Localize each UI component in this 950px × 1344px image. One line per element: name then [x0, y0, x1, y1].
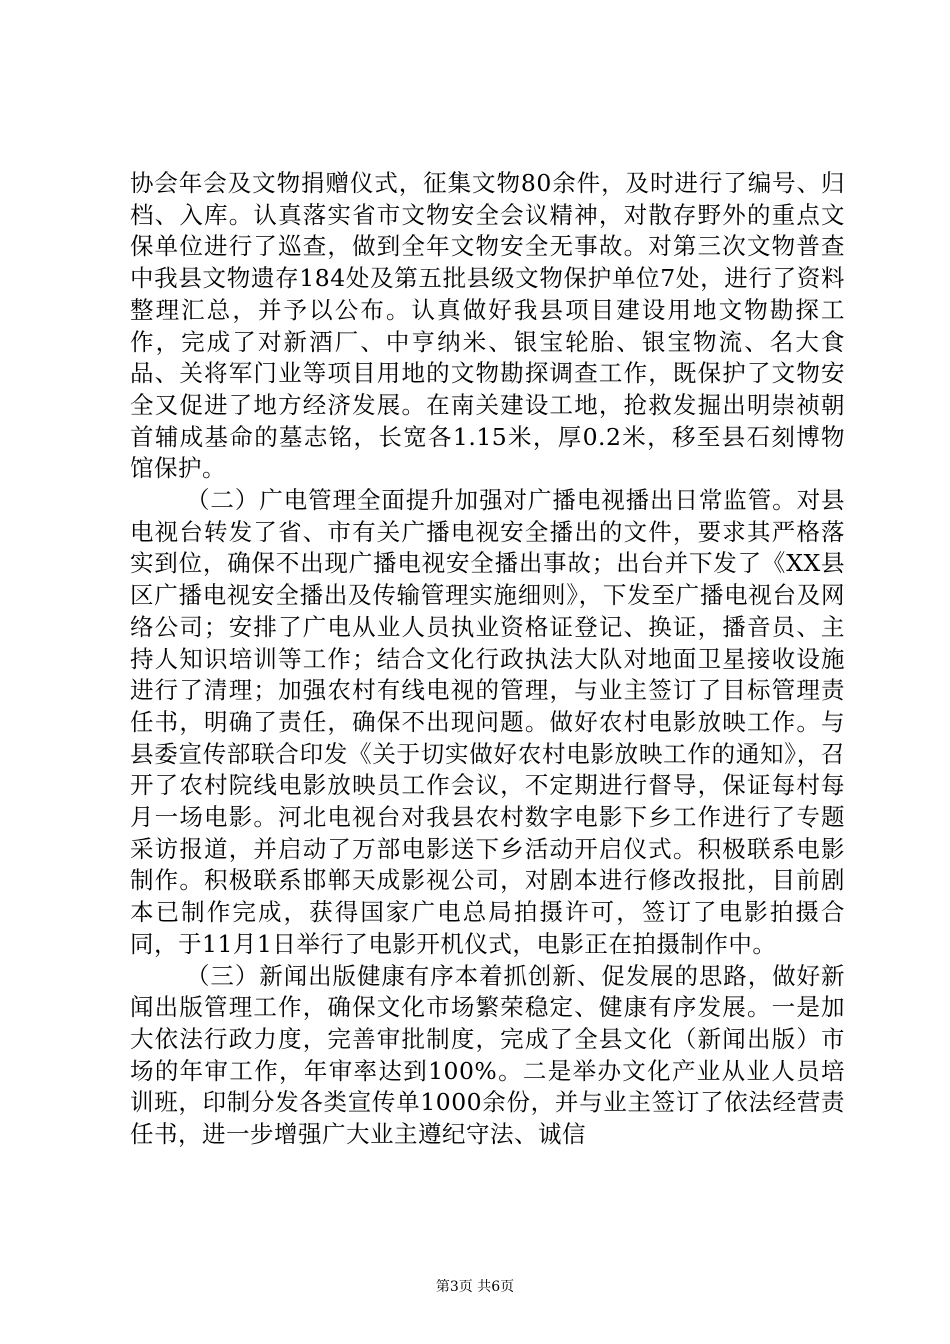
paragraph-cultural-relics: 协会年会及文物捐赠仪式，征集文物80余件，及时进行了编号、归档、入库。认真落实省市文物安全会议精神，对散存野外的重点文保单位进行了巡查，做到全年文物安全无事故。对第三次文物普查中我县文物遗存184处及第五批县级文物保护单位7处，进行了资料整理汇总，并予以公布。认真做好我县项目建设用地文物勘探工作，完成了对新酒厂、中亨纳米、银宝轮胎、银宝物流、名大食品、关将军门业等项目用地的文物勘探调查工作，既保护了文物安全又促进了地方经济发展。在南关建设工地，抢救发掘出明崇祯朝首辅成基命的墓志铭，长宽各1.15米，厚0.2米，移至县石刻博物馆保护。: [130, 169, 845, 483]
paragraph-press-publication: （三）新闻出版健康有序本着抓创新、促发展的思路，做好新闻出版管理工作，确保文化市场繁荣稳定、健康有序发展。一是加大依法行政力度，完善审批制度，完成了全县文化（新闻出版）市场的年审工作，年审率达到100%。二是举办文化产业从业人员培训班，印制分发各类宣传单1000余份，并与业主签订了依法经营责任书，进一步增强广大业主遵纪守法、诚信: [130, 961, 845, 1149]
document-body: [130, 168, 845, 1151]
page-number-label: 第3页 共6页: [435, 1279, 515, 1295]
page-footer: [0, 1278, 950, 1296]
paragraph-broadcast-management: （二）广电管理全面提升加强对广播电视播出日常监管。对县电视台转发了省、市有关广播电视安全播出的文件，要求其严格落实到位，确保不出现广播电视安全播出事故；出台并下发了《XX县区广播电视安全播出及传输管理实施细则》，下发至广播电视台及网络公司；安排了广电从业人员执业资格证登记、换证，播音员、主持人知识培训等工作；结合文化行政执法大队对地面卫星接收设施进行了清理；加强农村有线电视的管理，与业主签订了目标管理责任书，明确了责任，确保不出现问题。做好农村电影放映工作。与县委宣传部联合印发《关于切实做好农村电影放映工作的通知》，召开了农村院线电影放映员工作会议，不定期进行督导，保证每村每月一场电影。河北电视台对我县农村数字电影下乡工作进行了专题采访报道，并启动了万部电影送下乡活动开启仪式。积极联系电影制作。积极联系邯郸天成影视公司，对剧本进行修改报批，目前剧本已制作完成，获得国家广电总局拍摄许可，签订了电影拍摄合同，于11月1日举行了电影开机仪式，电影正在拍摄制作中。: [130, 486, 845, 958]
